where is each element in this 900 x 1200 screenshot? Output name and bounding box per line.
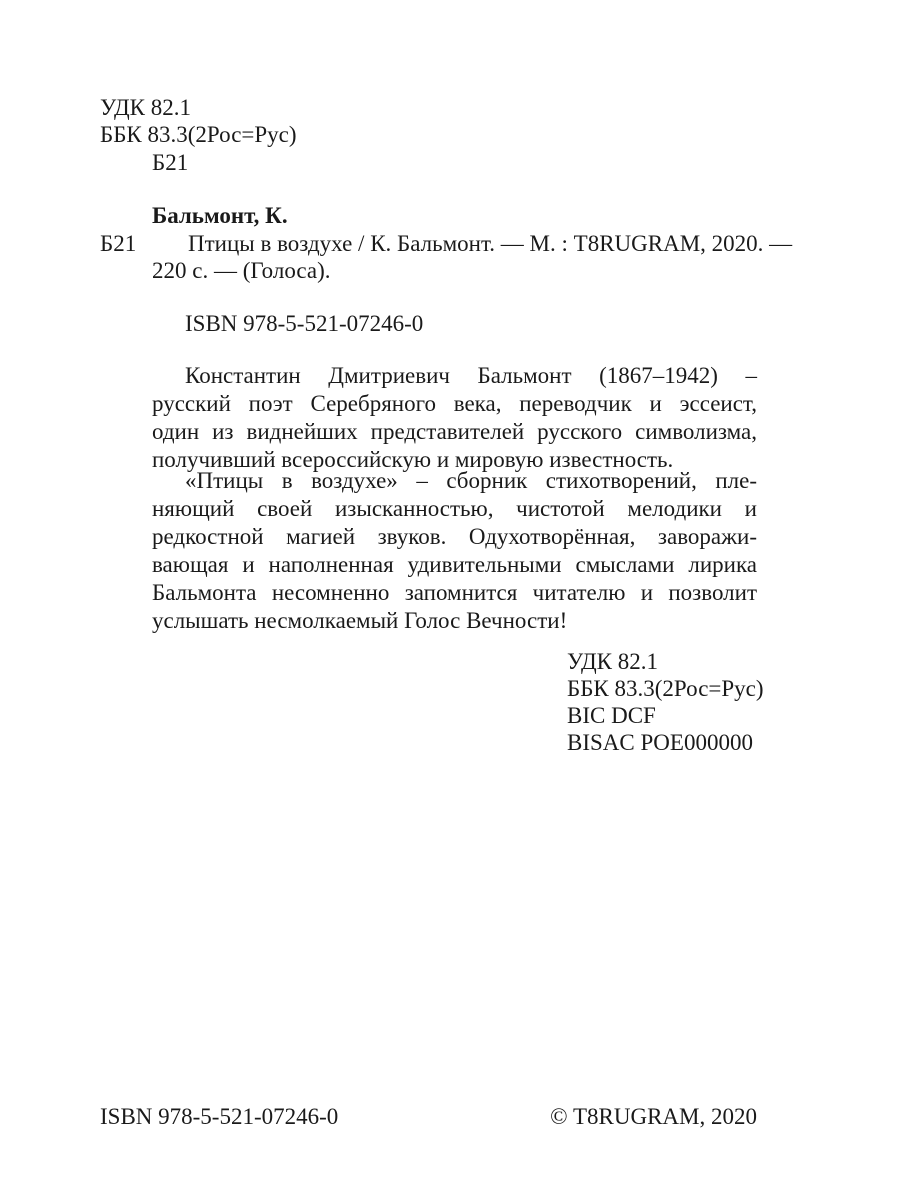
annotation-line: редкостной магией звуков. Одухотворённая, заворажи- [152, 524, 757, 549]
bibliographic-description-line-2: 220 с. — (Голоса). [152, 258, 331, 283]
annotation-line: вающая и наполненная удивительными смыслами лирика [152, 552, 757, 577]
annotation-paragraph-2 [152, 467, 757, 635]
annotation-line: няющий своей изысканностью, чистотой мелодики и [152, 496, 757, 521]
annotation-line: русский поэт Серебряного века, переводчик и эссеист, [152, 391, 757, 416]
entry-author-sign: Б21 [100, 231, 137, 256]
annotation-line: Константин Дмитриевич Бальмонт (1867–1942) – [185, 363, 757, 388]
copyright-notice: © T8RUGRAM, 2020 [550, 1104, 757, 1129]
author-sign: Б21 [152, 150, 189, 175]
annotation-paragraph-1 [152, 362, 757, 474]
footer-isbn: ISBN 978-5-521-07246-0 [100, 1104, 339, 1129]
annotation-line: Бальмонта несомненно запомнится читателю и позволит [152, 580, 757, 605]
bbk-index: ББК 83.3(2Рос=Рус) [100, 122, 297, 147]
isbn-record: ISBN 978-5-521-07246-0 [185, 311, 424, 336]
annotation-line: один из виднейших представителей русского символизма, [152, 419, 757, 444]
annotation-line: услышать несмолкаемый Голос Вечности! [152, 608, 568, 633]
annotation-line: «Птицы в воздухе» – сборник стихотворений, пле- [185, 468, 757, 493]
udk-index: УДК 82.1 [100, 95, 191, 120]
annotation-line: получивший всероссийскую и мировую известность. [152, 447, 674, 472]
classification-bic: BIC DCF [567, 703, 656, 728]
bibliographic-description-line-1: Птицы в воздухе / К. Бальмонт. — М. : T8RUGRAM, 2020. — [188, 231, 793, 256]
classification-udk: УДК 82.1 [567, 649, 658, 674]
author-heading: Бальмонт, К. [152, 203, 288, 228]
classification-bbk: ББК 83.3(2Рос=Рус) [567, 676, 764, 701]
classification-bisac: BISAC POE000000 [567, 730, 753, 755]
classification-block [567, 648, 764, 756]
